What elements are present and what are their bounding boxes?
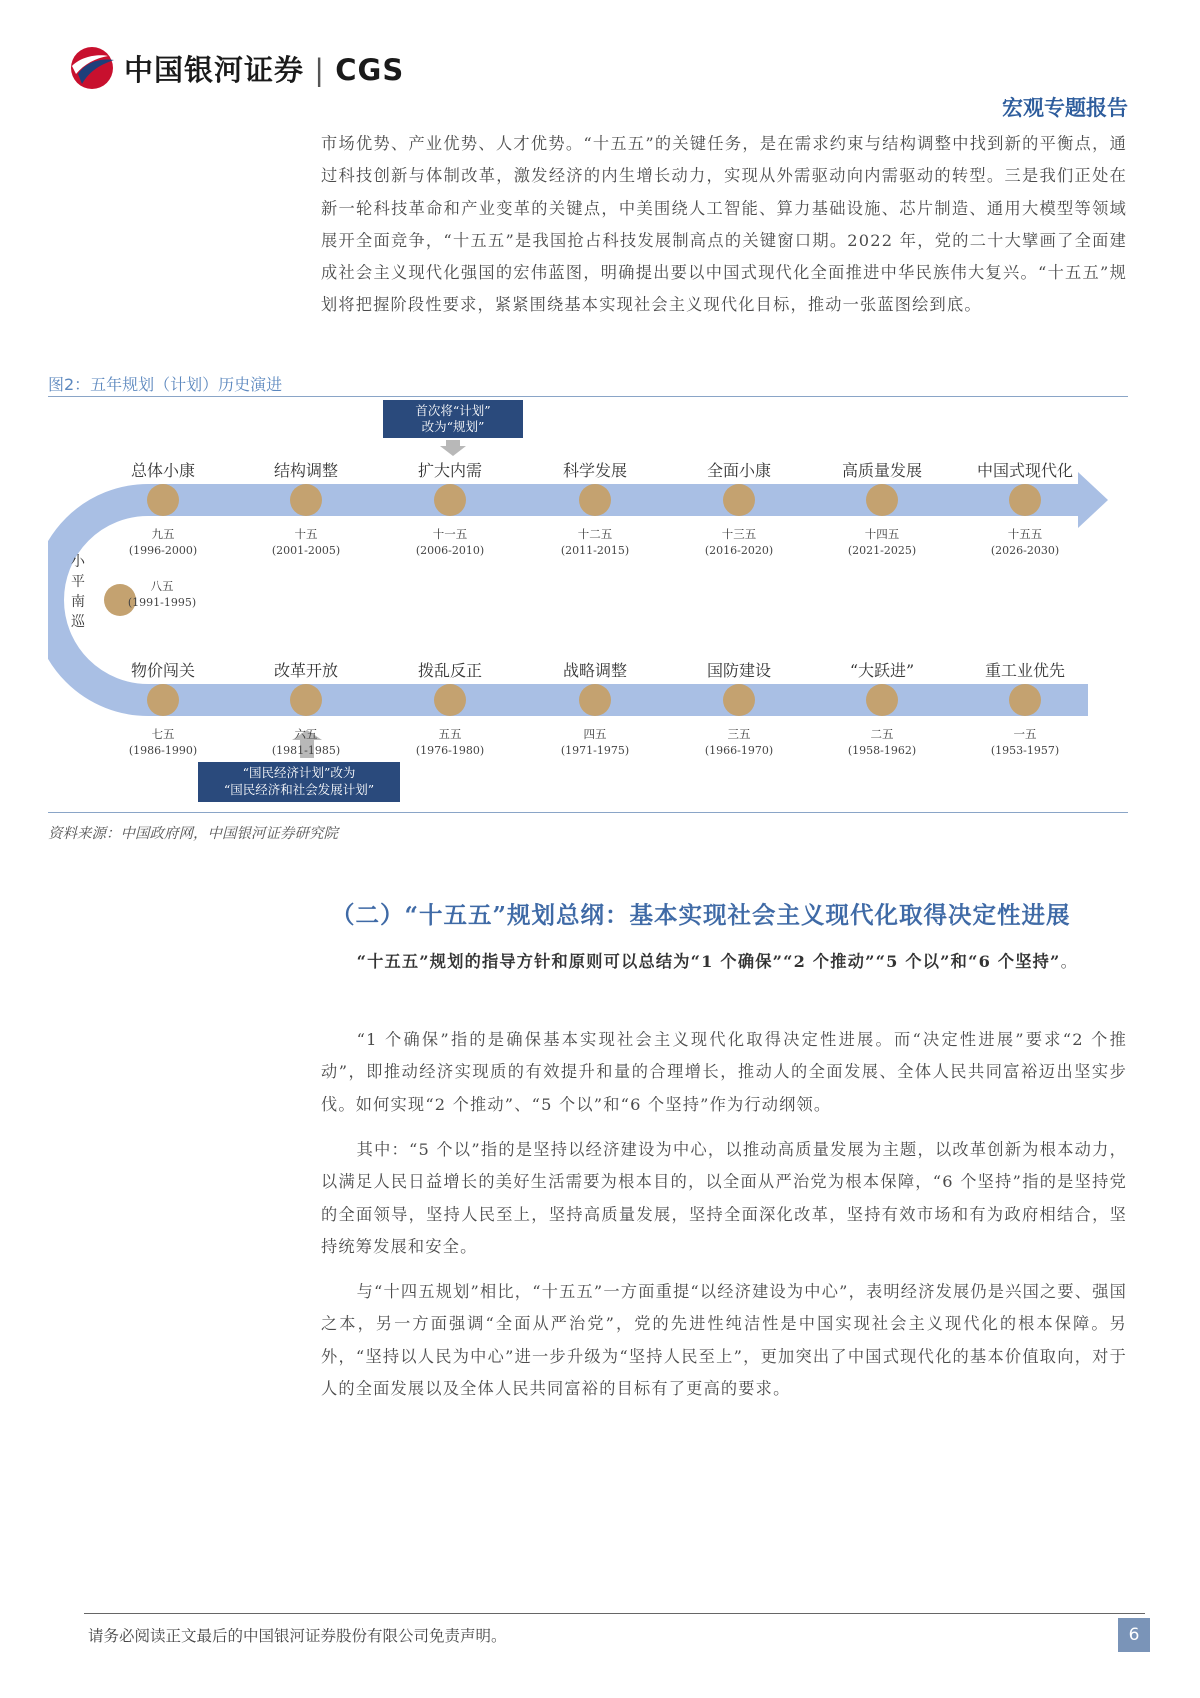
left-label-char: 平 xyxy=(71,574,85,590)
footer-rule xyxy=(84,1613,1145,1614)
node-plan: 三五 xyxy=(727,727,751,741)
node-years: (1958-1962) xyxy=(847,744,917,757)
node-theme: 国防建设 xyxy=(706,661,772,680)
timeline-node xyxy=(723,684,755,716)
node-theme: 总体小康 xyxy=(130,461,196,480)
principles-paragraph xyxy=(321,946,1127,978)
paragraph-5-and-6: 其中：“5 个以”指的是坚持以经济建设为中心，以推动高质量发展为主题，以改革创新为根本动力，以满足人民日益增长的美好生活需要为根本目的，以全面从严治党为根本保障，“6 个坚持”指的是坚持党的全面领导，坚持人民至上，坚持高质量发展，坚持全面深化改革，坚持有效市场和有为政府相结合，坚持统筹发展和安全。 xyxy=(321,1140,1127,1256)
principles-lead: “十五五”规划的指导方针和原则可以总结为“1 个确保”“2 个推动”“5 个以”和“6 个坚持” xyxy=(356,952,1061,971)
node-years: (1986-1990) xyxy=(128,744,198,757)
node-theme: 改革开放 xyxy=(273,661,339,680)
paragraph-1-guarantee: “1 个确保”指的是确保基本实现社会主义现代化取得决定性进展。而“决定性进展”要求“2 个推动”，即推动经济实现质的有效提升和量的合理增长，推动人的全面发展、全体人民共同富裕迈出坚实步伐。如何实现“2 个推动”、“5 个以”和“6 个坚持”作为行动纲领。 xyxy=(321,1030,1127,1114)
callout-top-arrow xyxy=(440,440,466,456)
timeline-node xyxy=(866,484,898,516)
figure-title: 图2：五年规划（计划）历史演进 xyxy=(48,375,283,394)
node-years: (2011-2015) xyxy=(560,544,630,557)
figure-source: 资料来源：中国政府网，中国银河证券研究院 xyxy=(48,826,338,842)
node-years: (1976-1980) xyxy=(415,744,485,757)
page-number: 6 xyxy=(1118,1618,1150,1652)
footer-disclaimer: 请务必阅读正文最后的中国银河证券股份有限公司免责声明。 xyxy=(88,1627,507,1645)
node-plan: 四五 xyxy=(583,727,607,741)
timeline-node xyxy=(434,484,466,516)
node-years: (2001-2005) xyxy=(271,544,341,557)
intro-paragraph: 市场优势、产业优势、人才优势。“十五五”的关键任务，是在需求约束与结构调整中找到新的平衡点，通过科技创新与体制改革，激发经济的内生增长动力，实现从外需驱动向内需驱动的转型。三是我们正处在新一轮科技革命和产业变革的关键点，中美围绕人工智能、算力基础设施、芯片制造、通用大模型等领域展开全面竞争，“十五五”是我国抢占科技发展制高点的关键窗口期。2022 年，党的二十大擘画了全面建成社会主义现代化强国的宏伟蓝图，明确提出要以中国式现代化全面推进中华民族伟大复兴。“十五五”规划将把握阶段性要求，紧紧围绕基本实现社会主义现代化目标，推动一张蓝图绘到底。 xyxy=(321,134,1127,315)
timeline-node xyxy=(147,684,179,716)
callout-bottom-line1: “国民经济计划”改为 xyxy=(242,765,356,780)
section-heading: （二）“十五五”规划总纲：基本实现社会主义现代化取得决定性进展 xyxy=(331,901,1071,929)
node-theme: 中国式现代化 xyxy=(976,461,1074,480)
node-theme: 重工业优先 xyxy=(984,661,1066,680)
timeline-node xyxy=(434,684,466,716)
five-year-plan-timeline xyxy=(48,400,1128,810)
node-plan: 八五 xyxy=(150,579,174,593)
node-years: (2026-2030) xyxy=(990,544,1060,557)
timeline-node xyxy=(1009,484,1041,516)
principles-tail: 。 xyxy=(1060,952,1078,971)
node-plan: 五五 xyxy=(438,727,462,741)
node-plan: 七五 xyxy=(151,727,175,741)
node-years: (1953-1957) xyxy=(990,744,1060,757)
timeline-node xyxy=(1009,684,1041,716)
node-plan: 十四五 xyxy=(864,527,900,541)
node-years: (1966-1970) xyxy=(704,744,774,757)
node-plan: 二五 xyxy=(870,727,894,741)
node-plan: 十一五 xyxy=(432,527,468,541)
paragraph-comparison: 与“十四五规划”相比，“十五五”一方面重提“以经济建设为中心”，表明经济发展仍是兴国之要、强国之本，另一方面强调“全面从严治党”，党的先进性纯洁性是中国实现社会主义现代化的根本保障。另外，“坚持以人民为中心”进一步升级为“坚持人民至上”，更加突出了中国式现代化的基本价值取向，对于人的全面发展以及全体人民共同富裕的目标有了更高的要求。 xyxy=(321,1282,1127,1398)
timeline-node xyxy=(290,484,322,516)
node-theme: 全面小康 xyxy=(706,461,772,480)
node-plan: 十五五 xyxy=(1007,527,1043,541)
timeline-node xyxy=(290,684,322,716)
node-theme: 科学发展 xyxy=(562,461,628,480)
node-theme: 拨乱反正 xyxy=(417,661,483,680)
report-type: 宏观专题报告 xyxy=(1002,95,1128,120)
node-plan: 十二五 xyxy=(577,527,613,541)
node-plan: 一五 xyxy=(1013,727,1037,741)
node-theme: 高质量发展 xyxy=(841,461,923,480)
callout-top-line1: 首次将“计划” xyxy=(415,403,491,418)
timeline-node xyxy=(866,684,898,716)
figure-top-rule xyxy=(48,396,1128,397)
brand-logo xyxy=(68,44,405,92)
node-years: (1981-1985) xyxy=(271,744,341,757)
callout-bottom-line2: “国民经济和社会发展计划” xyxy=(223,782,375,797)
node-plan: 九五 xyxy=(151,527,175,541)
node-plan: 六五 xyxy=(294,727,318,741)
node-years: (1971-1975) xyxy=(560,744,630,757)
figure-bottom-rule xyxy=(48,812,1128,813)
node-years: (1996-2000) xyxy=(128,544,198,557)
timeline-node xyxy=(723,484,755,516)
timeline-node xyxy=(147,484,179,516)
timeline-node xyxy=(579,484,611,516)
left-label-char: 小 xyxy=(71,554,85,570)
node-years: (2016-2020) xyxy=(704,544,774,557)
node-theme: 结构调整 xyxy=(273,461,339,480)
node-years: (1991-1995) xyxy=(127,596,197,609)
left-label-char: 巡 xyxy=(71,614,85,630)
node-theme: “大跃进” xyxy=(849,661,915,680)
brand-name: 中国银河证券 | CGS xyxy=(124,53,405,87)
left-label xyxy=(71,554,86,630)
node-plan: 十三五 xyxy=(721,527,757,541)
node-years: (2006-2010) xyxy=(415,544,485,557)
left-label-char: 南 xyxy=(71,594,85,610)
node-plan: 十五 xyxy=(294,527,318,541)
node-theme: 战略调整 xyxy=(562,661,628,680)
brand-mark-icon xyxy=(68,44,118,92)
node-years: (2021-2025) xyxy=(847,544,917,557)
node-theme: 物价闯关 xyxy=(130,661,196,680)
callout-top-line2: 改为“规划” xyxy=(421,419,485,434)
callout-top xyxy=(383,400,523,456)
node-theme: 扩大内需 xyxy=(417,461,483,480)
timeline-node xyxy=(579,684,611,716)
timeline-arrowhead xyxy=(1078,472,1108,528)
